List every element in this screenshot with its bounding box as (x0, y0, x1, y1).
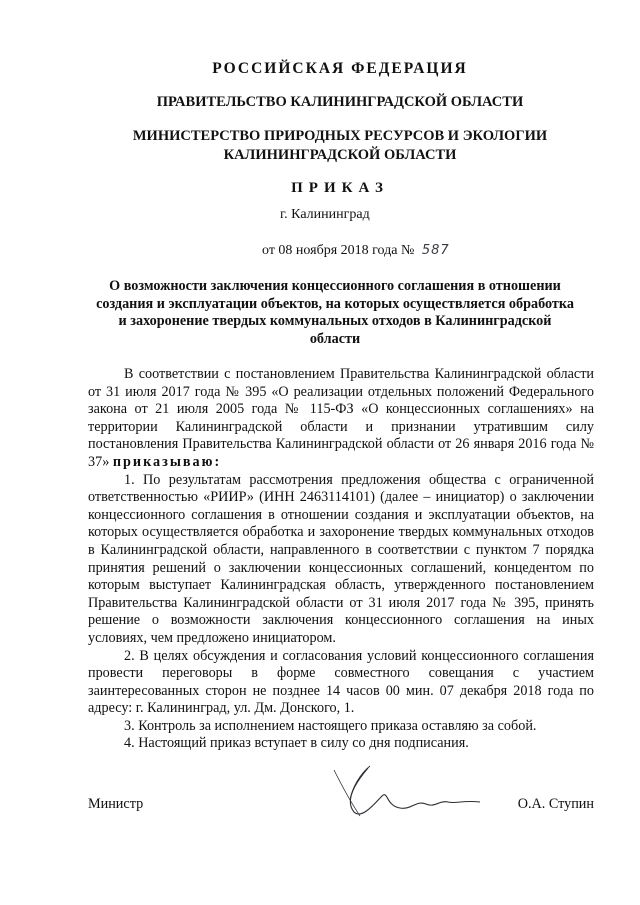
signatory-title: Министр (88, 796, 144, 812)
document-type-heading: ПРИКАЗ (291, 180, 389, 196)
order-item-3: 3. Контроль за исполнением настоящего приказа оставляю за собой. (124, 717, 537, 734)
ministry-heading-line2: КАЛИНИНГРАДСКОЙ ОБЛАСТИ (223, 147, 457, 163)
order-item-4: 4. Настоящий приказ вступает в силу со дня подписания. (124, 735, 469, 752)
preamble-paragraph (88, 366, 594, 472)
document-subject: О возможности заключения концессионного соглашения в отношении создания и эксплуатации объектов, на которых осуществляется обработка и захоронение твердых коммунальных отходов в Калининградской области (96, 278, 574, 347)
government-heading: ПРАВИТЕЛЬСТВО КАЛИНИНГРАДСКОЙ ОБЛАСТИ (156, 94, 524, 110)
document-body (88, 366, 594, 753)
handwritten-order-number: 587 (421, 243, 450, 258)
date-line (262, 243, 450, 259)
place-of-issue: г. Калининград (280, 207, 370, 222)
order-item-2: 2. В целях обсуждения и согласования условий концессионного соглашения провести переговоры в форме совместного совещания с участием заинтересованных сторон не позднее 14 часов 00 мин. 07 декабря 2018 года по адресу: г. Калининград, ул. Дм. Донского, 1. (88, 647, 594, 717)
order-item-1: 1. По результатам рассмотрения предложения общества с ограниченной ответственностью «РИИР» (ИНН 2463114101) (далее – инициатор) о заключении концессионного соглашения в отношении создания и эксплуатации объектов, на которых осуществляется обработка и захоронение твердых коммунальных отходов в Калининградской области, направленного в соответствии с пунктом 7 порядка принятия решений о заключении концессионных соглашений, концедентом по которым выступает Калининградская область, утвержденного постановлением Правительства Калининградской области от 31 июля 2017 года № 395, принять решение о возможности заключения концессионного соглашения на иных условиях, чем предложено инициатором. (88, 471, 594, 646)
date-text: от 08 ноября 2018 года № (262, 243, 415, 258)
ministry-heading-line1: МИНИСТЕРСТВО ПРИРОДНЫХ РЕСУРСОВ И ЭКОЛОГИИ (132, 128, 548, 144)
handwritten-signature (330, 760, 490, 830)
federation-heading: РОССИЙСКАЯ ФЕДЕРАЦИЯ (212, 60, 468, 77)
signatory-name: О.А. Ступин (517, 796, 594, 812)
preamble-text: В соответствии с постановлением Правительства Калининградской области от 31 июля 2017 года № 395 «О реализации отдельных положений Федерального закона от 21 июля 2005 года № 115-ФЗ «О концессионных соглашениях» на территории Калининградской области и признании утратившим силу постановления Правительства Калининградской области от 26 января 2016 года № 37» (88, 366, 594, 470)
order-word: приказываю: (112, 453, 222, 470)
ministry-heading (80, 127, 600, 165)
